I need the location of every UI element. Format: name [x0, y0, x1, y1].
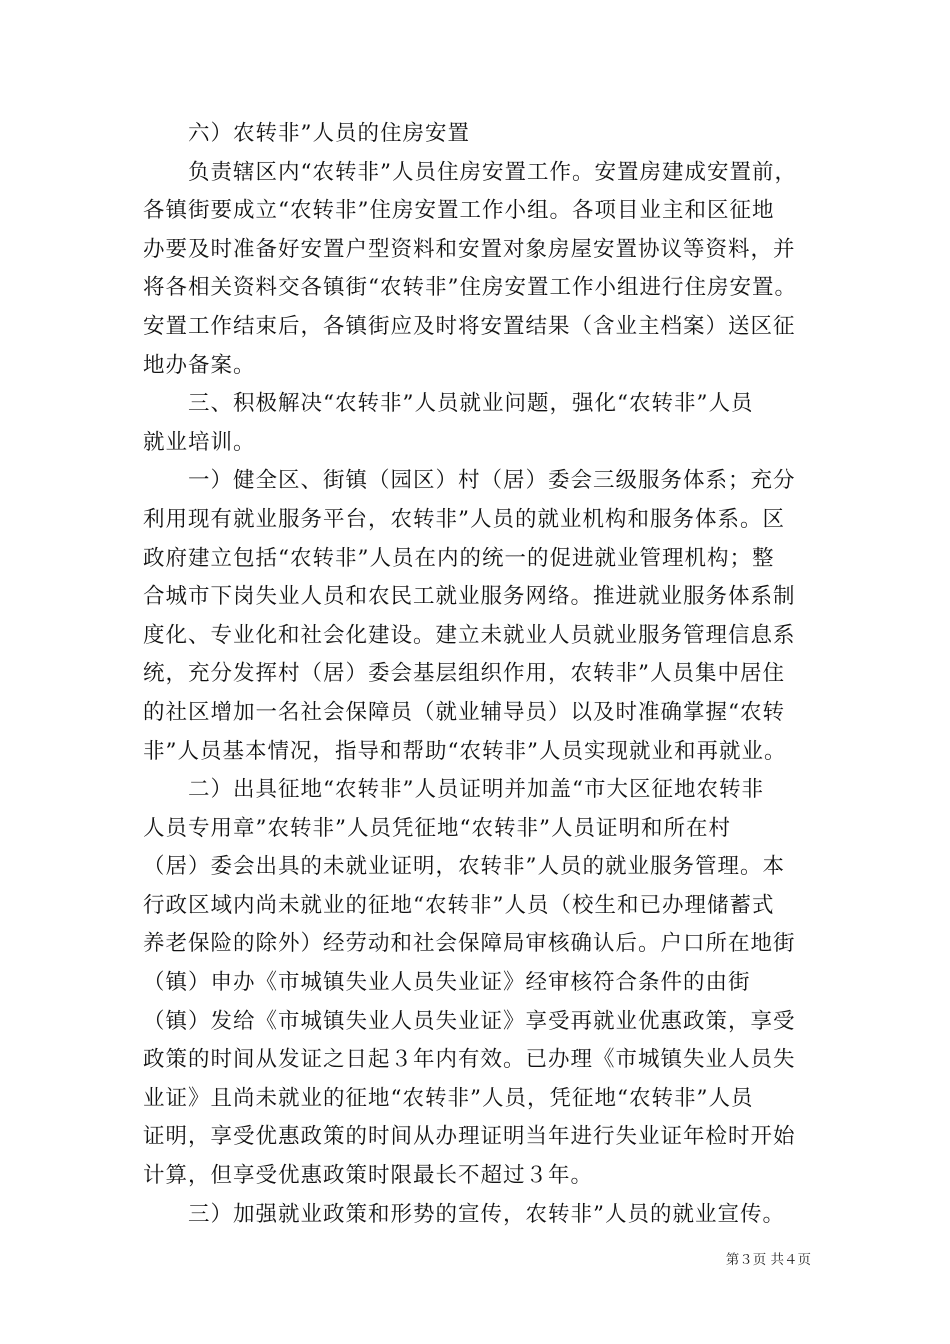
- paragraph-employment-heading: 三、积极解决“农转非”人员就业问题，强化“农转非”人员 就业培训。: [143, 391, 754, 455]
- paragraph-housing-body: 负责辖区内“农转非”人员住房安置工作。安置房建成安置前， 各镇街要成立“农转非”住房安置工作小组。各项目业主和区征地 办要及时准备好安置户型资料和安置对象房屋安置协议等资料，并 将各相关资料交各镇街“农转非”住房安置工作小组进行住房安置。 安置工作结束后，各镇街应及时将安置结果（含业主档案）送区征 地办备案。: [143, 159, 797, 378]
- paragraph-certificate: 二）出具征地“农转非”人员证明并加盖“市大区征地农转非 人员专用章”农转非”人员凭征地“农转非”人员证明和所在村 （居）委会出具的未就业证明，农转非”人员的就业服务管理。本 行政区域内尚未就业的征地“农转非”人员（校生和已办理储蓄式 养老保险的除外）经劳动和社会保障局审核确认后。户口所在地街 （镇）申办《市城镇失业人员失业证》经审核符合条件的由街 （镇）发给《市城镇失业人员失业证》享受再就业优惠政策，享受 政策的时间从发证之日起３年内有效。已办理《市城镇失业人员失 业证》且尚未就业的征地“农转非”人员，凭征地“农转非”人员 证明，享受优惠政策的时间从办理证明当年进行失业证年检时开始 计算，但享受优惠政策时限最长不超过３年。: [143, 777, 796, 1189]
- paragraph-service-system: 一）健全区、街镇（园区）村（居）委会三级服务体系；充分 利用现有就业服务平台，农转非”人员的就业机构和服务体系。区 政府建立包括“农转非”人员在内的统一的促进就业管理机构；整 合城市下岗失业人员和农民工就业服务网络。推进就业服务体系制 度化、专业化和社会化建设。建立未就业人员就业服务管理信息系 统，充分发挥村（居）委会基层组织作用，农转非”人员集中居住 的社区增加一名社会保障员（就业辅导员）以及时准确掌握“农转 非”人员基本情况，指导和帮助“农转非”人员实现就业和再就业。: [143, 468, 796, 764]
- paragraph-publicity: 三）加强就业政策和形势的宣传，农转非”人员的就业宣传。: [143, 1201, 785, 1227]
- paragraph-housing-heading: 六）农转非”人员的住房安置: [143, 121, 470, 146]
- page-number: 第３页 共４页: [725, 1252, 811, 1268]
- document-body: [143, 115, 811, 1234]
